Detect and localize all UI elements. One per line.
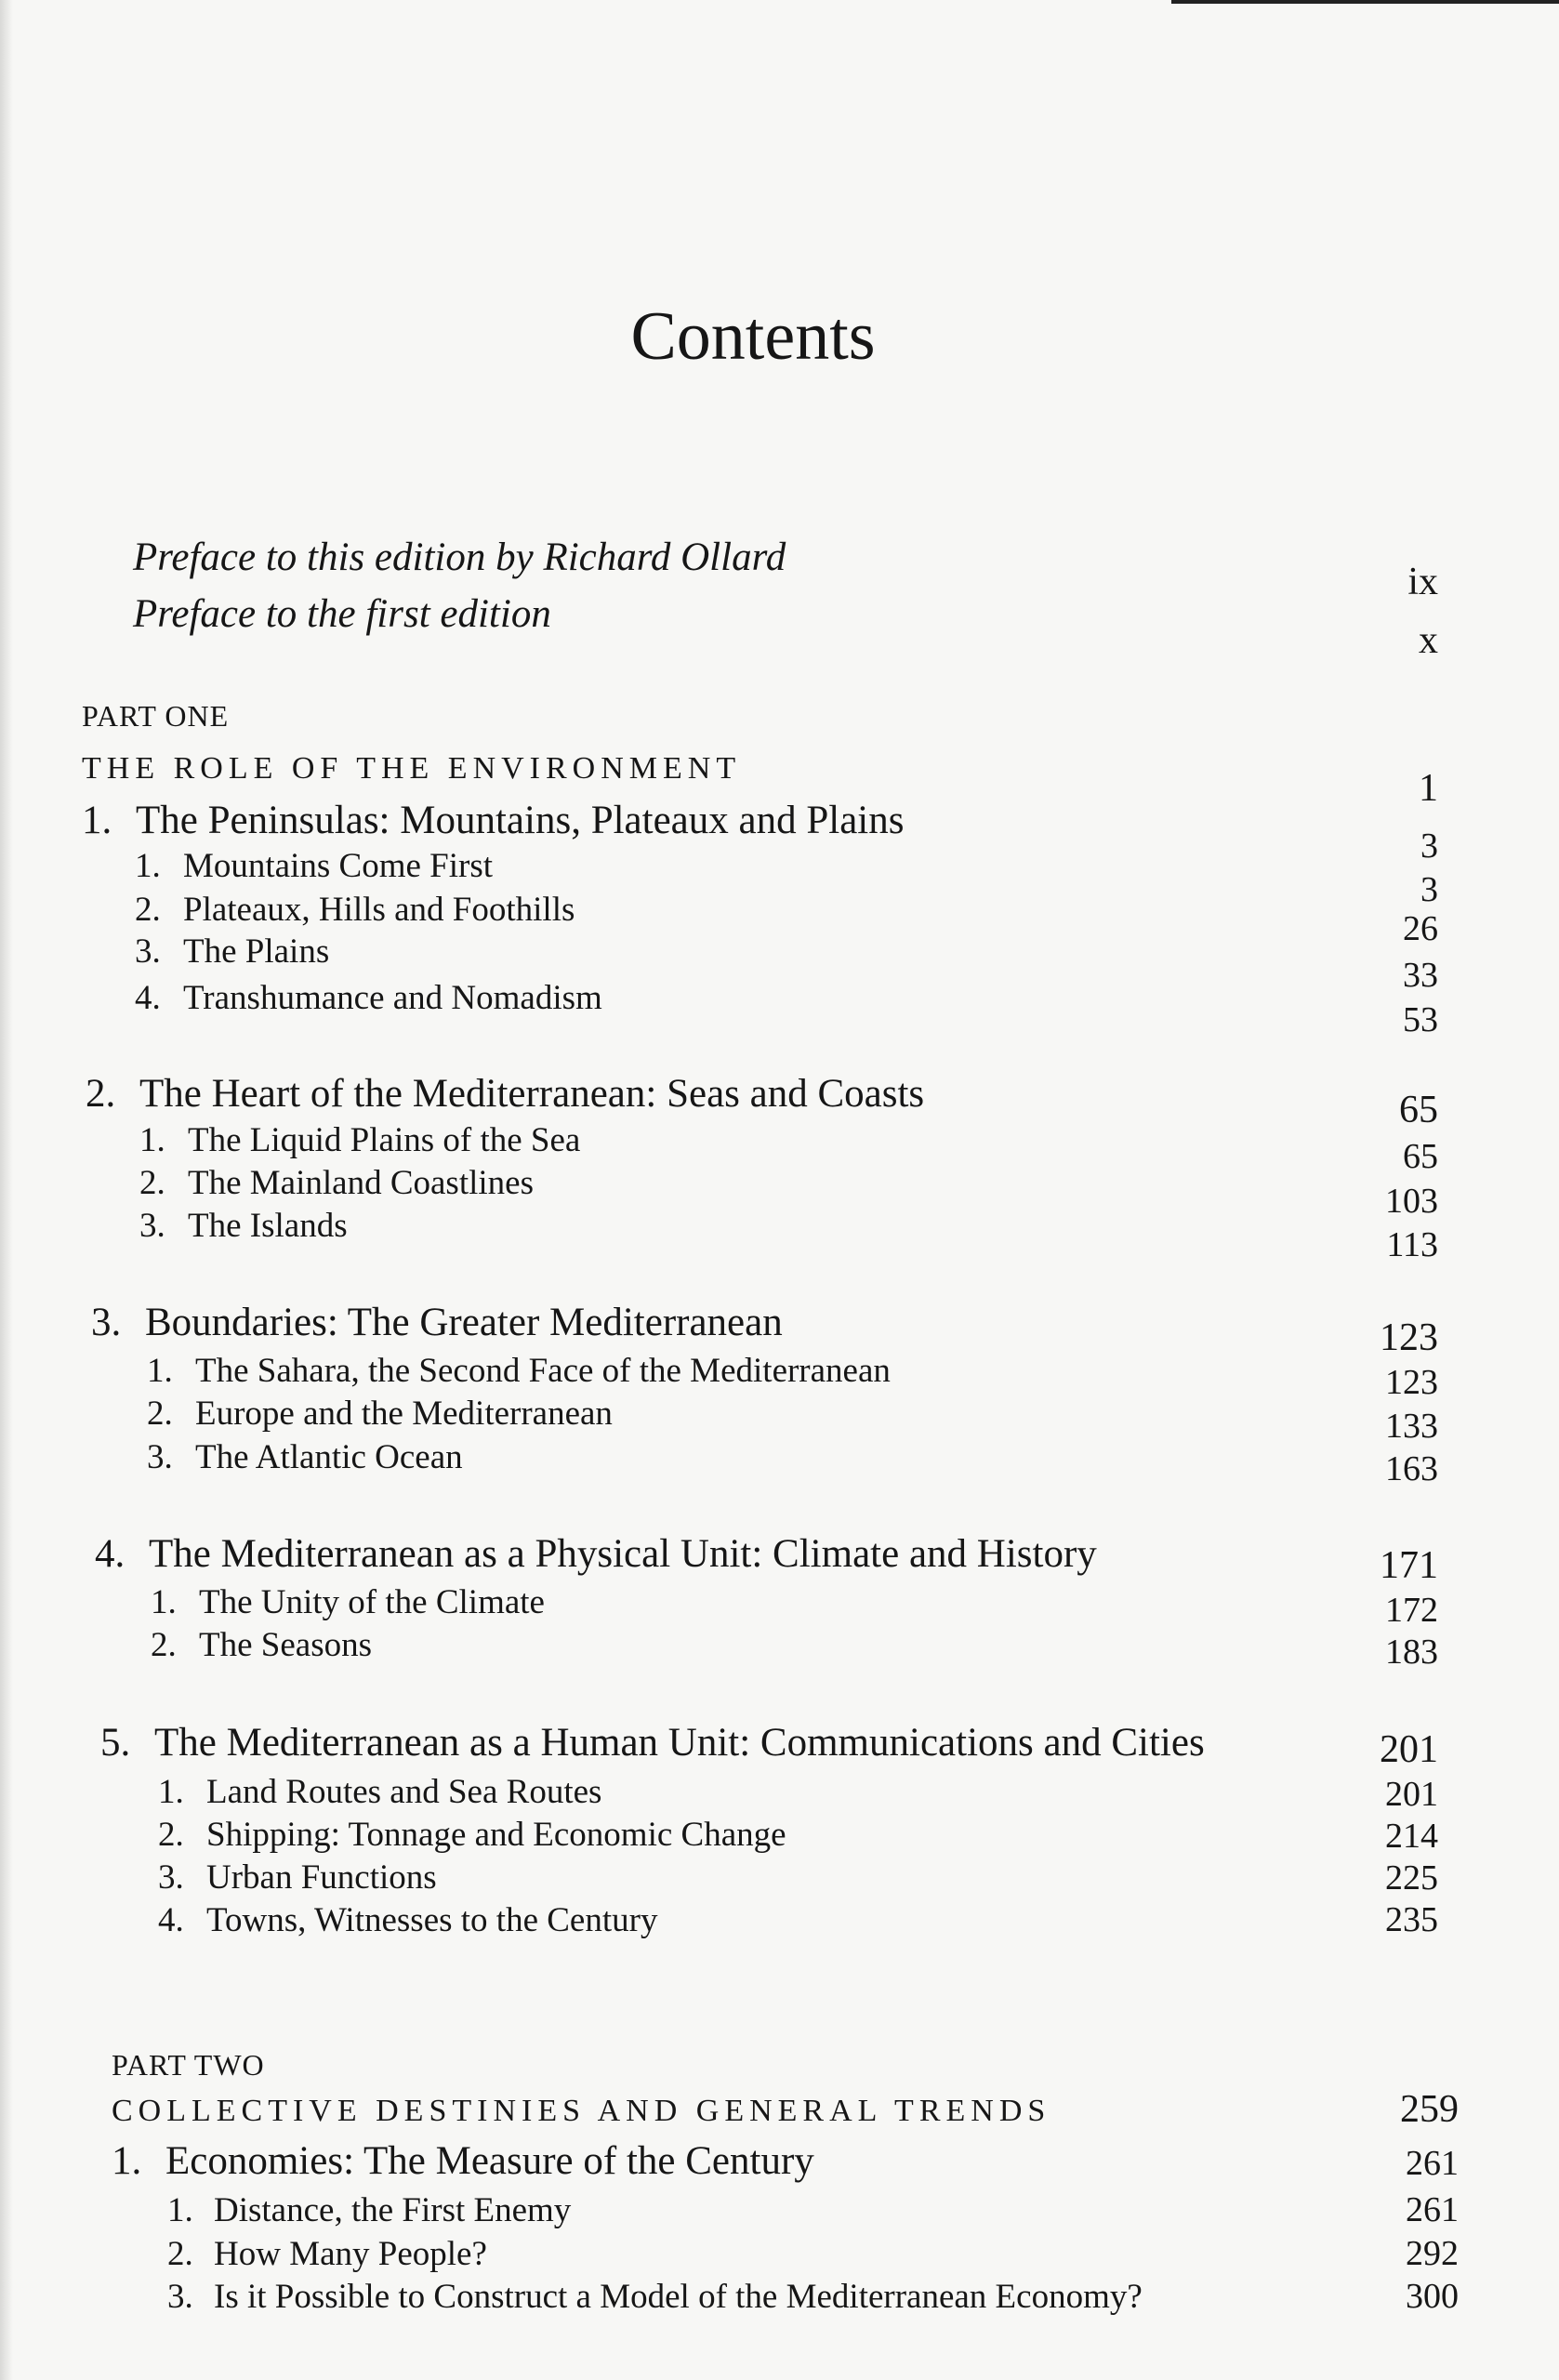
preface-entry: Preface to the first edition bbox=[133, 592, 551, 636]
page-number: 3 bbox=[1420, 870, 1438, 909]
chapter-entry: 4. The Mediterranean as a Physical Unit: Climate and History bbox=[95, 1532, 1097, 1576]
part-title: COLLECTIVE DESTINIES AND GENERAL TRENDS bbox=[112, 2094, 1051, 2128]
chapter-entry: 1. Economies: The Measure of the Century bbox=[112, 2139, 814, 2183]
page-number: 26 bbox=[1403, 909, 1438, 948]
page-number: 259 bbox=[1400, 2088, 1459, 2131]
section-entry: 4. Towns, Witnesses to the Century bbox=[158, 1901, 658, 1939]
section-entry: 3. Is it Possible to Construct a Model of the Mediterranean Economy? bbox=[167, 2278, 1143, 2316]
page-number: 225 bbox=[1385, 1858, 1438, 1897]
page-number: 235 bbox=[1385, 1900, 1438, 1939]
page-number: 201 bbox=[1380, 1728, 1438, 1771]
page-number: 261 bbox=[1406, 2190, 1459, 2229]
chapter-entry: 5. The Mediterranean as a Human Unit: Communications and Cities bbox=[100, 1721, 1205, 1765]
page-number: 214 bbox=[1385, 1817, 1438, 1856]
section-entry: 3. The Islands bbox=[139, 1207, 348, 1245]
page-number: 300 bbox=[1406, 2277, 1459, 2316]
chapter-entry: 3. Boundaries: The Greater Mediterranean bbox=[91, 1301, 783, 1344]
section-entry: 2. How Many People? bbox=[167, 2235, 487, 2273]
page-number: 261 bbox=[1406, 2144, 1459, 2183]
section-entry: 2. Plateaux, Hills and Foothills bbox=[135, 891, 575, 929]
page-number: 123 bbox=[1385, 1363, 1438, 1402]
section-entry: 4. Transhumance and Nomadism bbox=[135, 979, 602, 1017]
page-number: 113 bbox=[1386, 1225, 1438, 1264]
chapter-entry: 1. The Peninsulas: Mountains, Plateaux and Plains bbox=[82, 799, 905, 842]
section-entry: 1. Distance, the First Enemy bbox=[167, 2191, 572, 2229]
page-number: 103 bbox=[1385, 1182, 1438, 1221]
section-entry: 1. The Liquid Plains of the Sea bbox=[139, 1121, 581, 1159]
page-number: 171 bbox=[1380, 1544, 1438, 1587]
page-number: 53 bbox=[1403, 1000, 1438, 1039]
page-number: 33 bbox=[1403, 956, 1438, 995]
page-number: 65 bbox=[1399, 1089, 1438, 1131]
section-entry: 3. The Atlantic Ocean bbox=[147, 1438, 463, 1476]
section-entry: 3. Urban Functions bbox=[158, 1858, 437, 1897]
section-entry: 2. Shipping: Tonnage and Economic Change bbox=[158, 1816, 786, 1854]
page-number: 172 bbox=[1385, 1591, 1438, 1630]
preface-entry: Preface to this edition by Richard Ollard bbox=[133, 536, 786, 579]
section-entry: 1. Mountains Come First bbox=[135, 847, 494, 885]
page-number: 163 bbox=[1385, 1449, 1438, 1488]
part-label: PART ONE bbox=[82, 699, 230, 733]
part-title: THE ROLE OF THE ENVIRONMENT bbox=[82, 751, 742, 786]
page-number: 1 bbox=[1419, 767, 1438, 810]
page-number: 3 bbox=[1420, 826, 1438, 866]
page-number: 201 bbox=[1385, 1775, 1438, 1814]
page-number: 65 bbox=[1403, 1137, 1438, 1176]
section-entry: 1. The Sahara, the Second Face of the Mediterranean bbox=[147, 1352, 891, 1390]
page-number: 133 bbox=[1385, 1407, 1438, 1446]
page-number: x bbox=[1419, 619, 1438, 662]
section-entry: 2. The Mainland Coastlines bbox=[139, 1164, 534, 1202]
part-label: PART TWO bbox=[112, 2048, 265, 2082]
section-entry: 3. The Plains bbox=[135, 932, 330, 971]
page-number: 123 bbox=[1380, 1316, 1438, 1359]
page-number: 292 bbox=[1406, 2234, 1459, 2273]
top-edge-rule bbox=[1171, 0, 1559, 4]
page-number: 183 bbox=[1385, 1633, 1438, 1672]
page-number: ix bbox=[1407, 561, 1438, 603]
page-title: Contents bbox=[630, 298, 876, 375]
section-entry: 1. Land Routes and Sea Routes bbox=[158, 1773, 602, 1811]
section-entry: 1. The Unity of the Climate bbox=[151, 1583, 545, 1621]
chapter-entry: 2. The Heart of the Mediterranean: Seas and Coasts bbox=[86, 1072, 925, 1116]
section-entry: 2. Europe and the Mediterranean bbox=[147, 1395, 613, 1433]
section-entry: 2. The Seasons bbox=[151, 1626, 372, 1664]
